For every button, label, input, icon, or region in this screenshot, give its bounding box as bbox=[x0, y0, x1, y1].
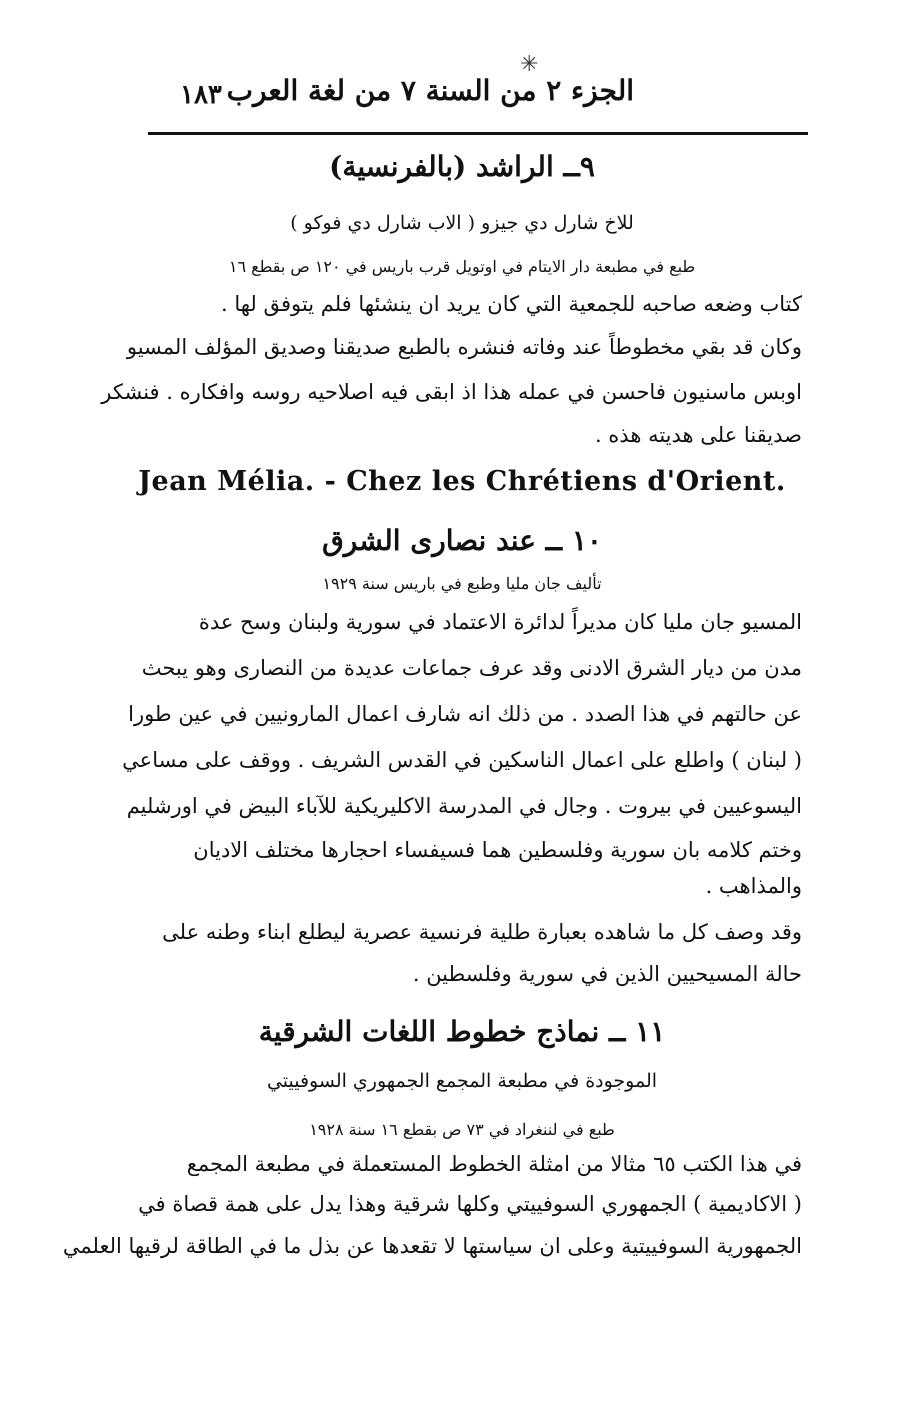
section-9-line: وكان قد بقي مخطوطاً عند وفاته فنشره بالطبع صديقنا وصديق المؤلف المسيو bbox=[126, 335, 802, 359]
running-header: الجزء ٢ من السنة ٧ من لغة العرب bbox=[226, 74, 634, 107]
section-9-heading: ٩ــ الراشد (بالفرنسية) bbox=[329, 150, 595, 183]
section-9-line: كتاب وضعه صاحبه للجمعية التي كان يريد ان ينشئها فلم يتوفق لها . bbox=[220, 292, 802, 316]
section-10-line: حالة المسيحيين الذين في سورية وفلسطين . bbox=[412, 962, 802, 986]
section-10-line: والمذاهب . bbox=[705, 874, 802, 898]
section-9-author: للاخ شارل دي جيزو ( الاب شارل دي فوكو ) bbox=[290, 212, 634, 234]
section-10-line: اليسوعيين في بيروت . وجال في المدرسة الاكليريكية للآباء البيض في اورشليم bbox=[126, 794, 802, 818]
section-11-subheading: الموجودة في مطبعة المجمع الجمهوري السوفييتي bbox=[266, 1070, 658, 1092]
section-10-line: وختم كلامه بان سورية وفلسطين هما فسيفساء احجارها مختلف الاديان bbox=[193, 838, 802, 862]
section-9-line: صديقنا على هديته هذه . bbox=[594, 423, 802, 447]
section-9-line: اوبس ماسنيون فاحسن في عمله هذا اذ ابقى فيه اصلاحيه روسه وافكاره . فنشكر bbox=[101, 380, 802, 404]
section-10-line: عن حالتهم في هذا الصدد . من ذلك انه شارف اعمال المارونيين في عين طورا bbox=[128, 702, 802, 726]
section-9-imprint: طبع في مطبعة دار الايتام في اوتويل قرب باريس في ١٢٠ ص بقطع ١٦ bbox=[228, 257, 696, 276]
section-10-heading: ١٠ ــ عند نصارى الشرق bbox=[322, 524, 602, 557]
page-number: ١٨٣ bbox=[180, 80, 222, 110]
header-rule bbox=[148, 132, 808, 135]
section-11-line: في هذا الكتب ٦٥ مثالا من امثلة الخطوط المستعملة في مطبعة المجمع bbox=[186, 1152, 802, 1176]
section-11-heading: ١١ ــ نماذج خطوط اللغات الشرقية bbox=[258, 1015, 666, 1048]
section-11-imprint: طبع في لننغراد في ٧٣ ص بقطع ١٦ سنة ١٩٢٨ bbox=[309, 1120, 615, 1139]
section-11-line: الجمهورية السوفييتية وعلى ان سياستها لا تقعدها عن بذل ما في الطاقة لرقيها العلمي bbox=[62, 1234, 802, 1258]
section-10-line: المسيو جان مليا كان مديراً لدائرة الاعتماد في سورية ولبنان وسح عدة bbox=[198, 610, 802, 634]
section-10-imprint: تأليف جان مليا وطبع في باريس سنة ١٩٢٩ bbox=[322, 574, 602, 593]
section-11-line: ( الاكاديمية ) الجمهوري السوفييتي وكلها شرقية وهذا يدل على همة قصاة في bbox=[138, 1192, 802, 1216]
section-10-line: ( لبنان ) واطلع على اعمال الناسكين في القدس الشريف . ووقف على مساعي bbox=[122, 748, 802, 772]
ornament-icon: ✳ bbox=[520, 52, 539, 77]
section-10-line: مدن من ديار الشرق الادنى وقد عرف جماعات عديدة من النصارى وهو يبحث bbox=[141, 656, 802, 680]
section-10-line: وقد وصف كل ما شاهده بعبارة طلية فرنسية عصرية ليطلع ابناء وطنه على bbox=[162, 920, 802, 944]
latin-book-title: Jean Mélia. - Chez les Chrétiens d'Orient. bbox=[138, 466, 786, 497]
